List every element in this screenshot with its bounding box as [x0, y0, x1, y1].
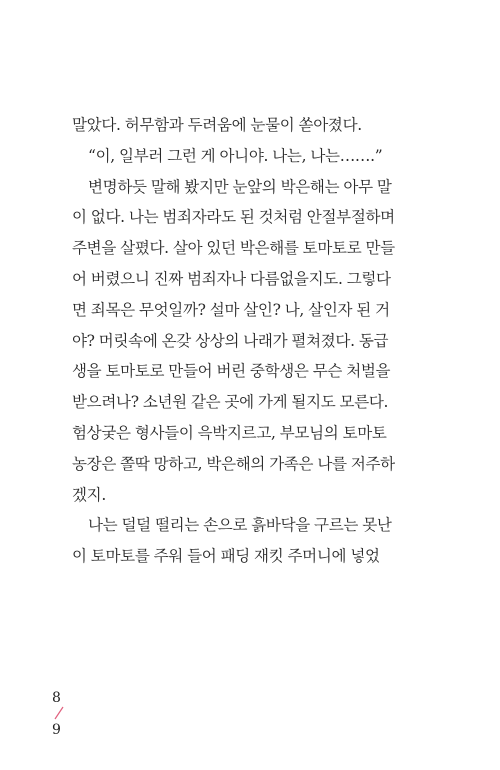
page-number-left: 8	[52, 690, 61, 706]
text-line: 생을 토마토로 만들어 버린 중학생은 무슨 처벌을	[72, 362, 391, 381]
text-line: 이 토마토를 주워 들어 패딩 재킷 주머니에 넣었	[72, 547, 380, 566]
page-number-divider	[53, 706, 65, 720]
page-number-right: 9	[52, 722, 61, 738]
text-line: “이, 일부러 그런 게 아니야. 나는, 나는…….”	[88, 146, 383, 165]
text-line: 말았다. 허무함과 두려움에 눈물이 쏟아졌다.	[72, 116, 362, 134]
text-line: 겠지.	[72, 485, 106, 504]
text-line: 받으려나? 소년원 같은 곳에 가게 될지도 모른다.	[72, 393, 389, 412]
text-line: 어 버렸으니 진짜 범죄자나 다름없을지도. 그렇다	[72, 269, 391, 288]
text-line: 험상궂은 형사들이 윽박지르고, 부모님의 토마토	[72, 423, 387, 442]
body-text	[72, 110, 428, 572]
text-line: 주변을 살폈다. 살아 있던 박은해를 토마토로 만들	[72, 239, 395, 258]
text-line: 나는 덜덜 떨리는 손으로 흙바닥을 구르는 못난	[88, 516, 392, 535]
text-line: 이 없다. 나는 범죄자라도 된 것처럼 안절부절하며	[72, 208, 395, 227]
text-line: 면 죄목은 무엇일까? 설마 살인? 나, 살인자 된 거	[72, 300, 390, 319]
text-line: 야? 머릿속에 온갖 상상의 나래가 펼쳐졌다. 동급	[72, 331, 389, 350]
text-line: 농장은 쫄딱 망하고, 박은해의 가족은 나를 저주하	[72, 454, 395, 473]
text-line: 변명하듯 말해 봤지만 눈앞의 박은해는 아무 말	[88, 177, 392, 196]
